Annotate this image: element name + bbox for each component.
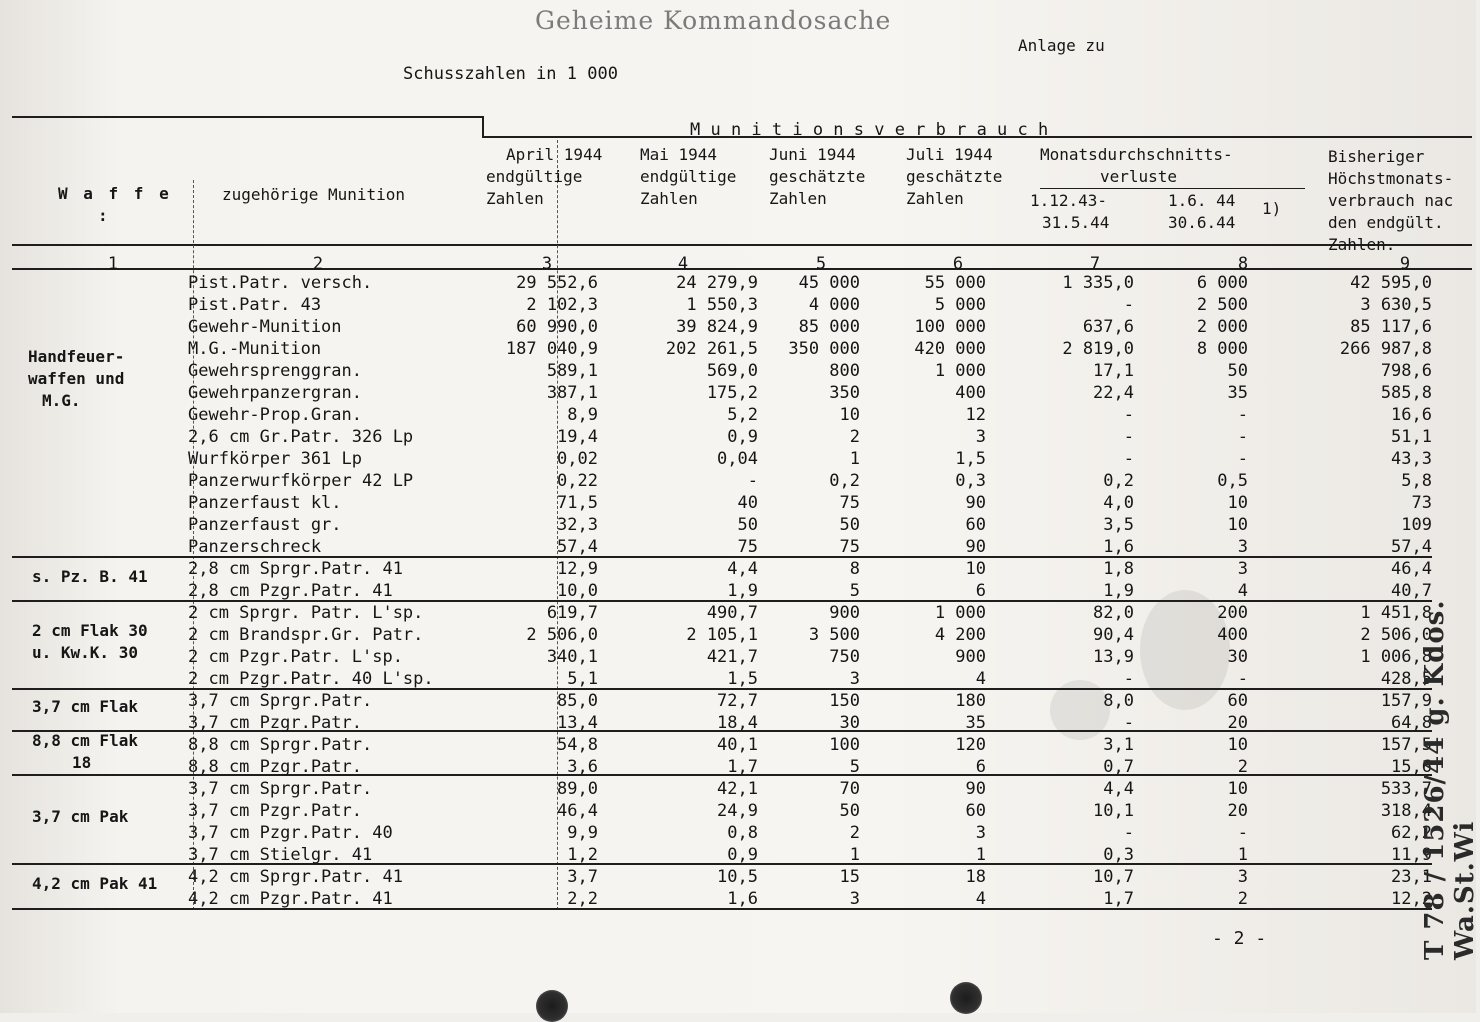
table-cell: 350 [829,383,860,403]
table-cell: 1 335,0 [1062,273,1134,293]
table-cell: 12,9 [557,559,598,579]
munition-name: Gewehr-Prop.Gran. [188,405,362,425]
table-cell: - [1123,669,1134,689]
table-cell: 798,6 [1380,361,1432,381]
table-cell: 3 [849,889,860,909]
col8-header: 1.6. 44 30.6.44 [1168,191,1236,232]
munition-name: 2 cm Pzgr.Patr. 40 L'sp. [188,669,434,689]
col-number: 2 [312,254,324,274]
table-cell: 70 [839,779,860,799]
table-cell: 57,4 [1391,537,1432,557]
table-cell: 157,9 [1380,691,1432,711]
table-cell: 420 000 [914,339,986,359]
table-cell: 0,9 [727,427,758,447]
munition-name: 3,7 cm Sprgr.Patr. [188,779,373,799]
table-cell: 2 819,0 [1062,339,1134,359]
table-cell: 1,2 [567,845,598,865]
table-cell: 387,1 [546,383,598,403]
table-cell: 5,1 [567,669,598,689]
table-cell: 3 500 [808,625,860,645]
table-cell: 73 [1411,493,1432,513]
table-cell: 1,7 [1103,889,1134,909]
munition-name: Panzerfaust gr. [188,515,342,535]
table-cell: 1,5 [727,669,758,689]
table-cell: 3 [975,427,986,447]
table-cell: 3 [1237,867,1248,887]
table-cell: 15,6 [1391,757,1432,777]
table-cell: - [747,471,758,491]
table-cell: 0,5 [1217,471,1248,491]
table-cell: 60 [965,515,986,535]
table-cell: 22,4 [1093,383,1134,403]
table-cell: - [1123,405,1134,425]
rule [12,116,482,118]
rule [482,116,484,136]
table-cell: 4 [975,889,986,909]
col-number: 6 [952,254,964,274]
table-cell: 175,2 [706,383,758,403]
table-cell: 202 261,5 [665,339,758,359]
weapon-group: 3,7 cm Flak [32,697,138,716]
munition-name: 3,7 cm Sprgr.Patr. [188,691,373,711]
col-number: 1 [107,254,119,274]
table-cell: 30 [839,713,860,733]
munition-name: 3,7 cm Pzgr.Patr. 40 [188,823,393,843]
table-cell: 10,1 [1093,801,1134,821]
munition-name: Gewehrsprenggran. [188,361,362,381]
table-cell: 2 000 [1196,317,1248,337]
punch-hole [950,982,982,1014]
table-cell: 50 [1227,361,1248,381]
table-cell: 5 [849,581,860,601]
table-cell: 4,0 [1103,493,1134,513]
table-cell: 32,3 [557,515,598,535]
col3-header: April 1944 endgültige Zahlen [486,145,603,208]
table-cell: 1 550,3 [686,295,758,315]
table-cell: 24,9 [717,801,758,821]
munition-name: 8,8 cm Pzgr.Patr. [188,757,362,777]
table-cell: 4 [1237,581,1248,601]
col-number: 7 [1089,254,1101,274]
table-cell: 13,4 [557,713,598,733]
table-cell: 5 [849,757,860,777]
table-cell: - [1237,405,1248,425]
table-cell: 90,4 [1093,625,1134,645]
table-cell: - [1123,713,1134,733]
col-number: 9 [1399,254,1411,274]
table-cell: 13,9 [1093,647,1134,667]
table-cell: - [1237,823,1248,843]
table-cell: 3,7 [567,867,598,887]
table-cell: 0,8 [727,823,758,843]
table-cell: 60 [1227,691,1248,711]
col-number: 3 [541,254,553,274]
weapon-group: s. Pz. B. 41 [32,567,148,586]
table-cell: 8 [849,559,860,579]
table-cell: 400 [1217,625,1248,645]
table-cell: 100 [829,735,860,755]
table-cell: 1,9 [1103,581,1134,601]
table-cell: 3 [975,823,986,843]
table-cell: 0,3 [955,471,986,491]
table-cell: 45 000 [798,273,860,293]
table-cell: 1 000 [934,603,986,623]
munition-name: 3,7 cm Pzgr.Patr. [188,713,362,733]
table-cell: - [1123,295,1134,315]
munition-name: 2,8 cm Pzgr.Patr. 41 [188,581,393,601]
table-cell: - [1237,449,1248,469]
table-cell: 1 451,8 [1360,603,1432,623]
col1-header: W a f f e : [58,184,172,225]
punch-hole [536,990,568,1022]
archive-stamp: T 78 / 1526/44 g. Kdos. Wa.St.Wi [1420,599,1480,960]
table-cell: 71,5 [557,493,598,513]
table-cell: 4,4 [727,559,758,579]
table-cell: 18 [965,867,986,887]
col9-header: Bisheriger Höchstmonats- verbrauch nac den endgült. Zahlen. [1328,147,1454,254]
table-cell: 17,1 [1093,361,1134,381]
table-cell: 3 [1237,537,1248,557]
table-cell: 619,7 [546,603,598,623]
munition-name: Panzerschreck [188,537,322,557]
table-cell: 50 [737,515,758,535]
table-cell: 75 [839,537,860,557]
table-cell: 90 [965,779,986,799]
table-cell: 2 506,0 [1360,625,1432,645]
table-cell: 72,7 [717,691,758,711]
table-cell: 109 [1401,515,1432,535]
weapon-group: 3,7 cm Pak [32,807,129,826]
weapon-group: 4,2 cm Pak 41 [32,874,158,893]
munition-name: Panzerfaust kl. [188,493,342,513]
table-cell: 2 [1237,757,1248,777]
table-cell: 10 [1227,735,1248,755]
munition-name: Panzerwurfkörper 42 LP [188,471,414,491]
group-title: M u n i t i o n s v e r b r a u c h [690,120,1049,140]
table-cell: 60 [965,801,986,821]
table-cell: 1,5 [955,449,986,469]
table-cell: 100 000 [914,317,986,337]
table-cell: 20 [1227,713,1248,733]
table-cell: 46,4 [1391,559,1432,579]
col7-header: 1.12.43- 31.5.44 [1030,191,1110,232]
munition-name: 2 cm Pzgr.Patr. L'sp. [188,647,403,667]
col5-header: Juni 1944 geschätzte Zahlen [769,145,866,208]
munition-name: 3,7 cm Stielgr. 41 [188,845,373,865]
table-cell: 1,7 [727,757,758,777]
table-cell: 1 006,8 [1360,647,1432,667]
munition-name: M.G.-Munition [188,339,322,359]
table-cell: 0,2 [829,471,860,491]
table-cell: 35 [965,713,986,733]
table-cell: 3,6 [567,757,598,777]
table-cell: 428,5 [1380,669,1432,689]
table-cell: 1 [849,845,860,865]
table-cell: 51,1 [1391,427,1432,447]
munition-name: 2,6 cm Gr.Patr. 326 Lp [188,427,414,447]
table-cell: 11,9 [1391,845,1432,865]
table-cell: 1,6 [1103,537,1134,557]
classification-stamp: Geheime Kommandosache [535,6,892,35]
table-cell: 585,8 [1380,383,1432,403]
table-cell: 10,5 [717,867,758,887]
page-number: - 2 - [1212,928,1267,949]
table-cell: 0,02 [557,449,598,469]
annex-label: Anlage zu [1018,36,1105,55]
col78-header: Monatsdurchschnitts- verluste [1040,145,1233,186]
table-cell: 3 [849,669,860,689]
table-cell: - [1237,427,1248,447]
col4-header: Mai 1944 endgültige Zahlen [640,145,737,208]
table-cell: 29 552,6 [516,273,598,293]
table-cell: 8 000 [1196,339,1248,359]
table-cell: 266 987,8 [1339,339,1432,359]
table-cell: 82,0 [1093,603,1134,623]
munition-name: Pist.Patr. 43 [188,295,322,315]
table-cell: 900 [955,647,986,667]
table-cell: 8,9 [567,405,598,425]
rule [12,244,1472,246]
table-cell: 6 [975,757,986,777]
table-cell: 10 [1227,779,1248,799]
table-cell: 57,4 [557,537,598,557]
munition-name: Gewehr-Munition [188,317,342,337]
table-cell: 12,2 [1391,889,1432,909]
col-number: 5 [815,254,827,274]
table-cell: 39 824,9 [676,317,758,337]
table-cell: 2 105,1 [686,625,758,645]
table-cell: 10,7 [1093,867,1134,887]
munition-name: 2 cm Sprgr. Patr. L'sp. [188,603,424,623]
table-cell: 0,3 [1103,845,1134,865]
table-cell: 2 500 [1196,295,1248,315]
col6-header: Juli 1944 geschätzte Zahlen [906,145,1003,208]
table-cell: 60 990,0 [516,317,598,337]
table-cell: 46,4 [557,801,598,821]
table-cell: 6 [975,581,986,601]
table-cell: 4 [975,669,986,689]
table-cell: 800 [829,361,860,381]
col-number: 4 [677,254,689,274]
table-cell: 42 595,0 [1350,273,1432,293]
table-cell: 0,22 [557,471,598,491]
table-cell: 10 [1227,515,1248,535]
table-cell: 85 117,6 [1350,317,1432,337]
table-cell: 90 [965,493,986,513]
table-cell: 42,1 [717,779,758,799]
munition-name: Wurfkörper 361 Lp [188,449,362,469]
table-cell: 10 [965,559,986,579]
rule [1040,188,1305,189]
table-cell: 0,04 [717,449,758,469]
table-cell: 5,2 [727,405,758,425]
table-cell: - [1237,669,1248,689]
table-cell: 187 040,9 [505,339,598,359]
munition-name: 4,2 cm Pzgr.Patr. 41 [188,889,393,909]
table-cell: 1 [1237,845,1248,865]
table-cell: 40,7 [1391,581,1432,601]
table-cell: 4 000 [808,295,860,315]
table-cell: 55 000 [924,273,986,293]
munition-name: Pist.Patr. versch. [188,273,373,293]
table-cell: 150 [829,691,860,711]
table-cell: - [1123,449,1134,469]
table-cell: 23,1 [1391,867,1432,887]
table-cell: 40,1 [717,735,758,755]
table-cell: 900 [829,603,860,623]
table-cell: 1,9 [727,581,758,601]
table-cell: 10 [1227,493,1248,513]
table-cell: 10 [839,405,860,425]
table-cell: 318,4 [1380,801,1432,821]
table-cell: 4,4 [1103,779,1134,799]
table-cell: 2 [1237,889,1248,909]
table-cell: 2 506,0 [526,625,598,645]
table-cell: 1 000 [934,361,986,381]
table-cell: 62,2 [1391,823,1432,843]
table-cell: 75 [839,493,860,513]
table-cell: 0,2 [1103,471,1134,491]
table-cell: 0,7 [1103,757,1134,777]
table-cell: 1 [849,449,860,469]
table-cell: 3,5 [1103,515,1134,535]
munition-name: Gewehrpanzergran. [188,383,362,403]
table-cell: 1 [975,845,986,865]
table-cell: 85 000 [798,317,860,337]
table-cell: 2 [849,427,860,447]
table-cell: 3,1 [1103,735,1134,755]
weapon-group: 8,8 cm Flak 18 [32,731,138,772]
munition-name: 2 cm Brandspr.Gr. Patr. [188,625,424,645]
col-number: 8 [1237,254,1249,274]
table-cell: 40 [737,493,758,513]
table-cell: 589,1 [546,361,598,381]
munition-name: 8,8 cm Sprgr.Patr. [188,735,373,755]
table-cell: 5 000 [934,295,986,315]
table-cell: 200 [1217,603,1248,623]
table-cell: 340,1 [546,647,598,667]
table-cell: 180 [955,691,986,711]
units-label: Schusszahlen in 1 000 [403,64,618,84]
table-cell: 400 [955,383,986,403]
table-cell: 30 [1227,647,1248,667]
munition-name: 3,7 cm Pzgr.Patr. [188,801,362,821]
table-cell: 3 630,5 [1360,295,1432,315]
table-cell: 18,4 [717,713,758,733]
table-cell: 19,4 [557,427,598,447]
munition-name: 2,8 cm Sprgr.Patr. 41 [188,559,403,579]
table-cell: - [1123,823,1134,843]
weapon-group: Handfeuer- waffen und M.G. [28,347,125,410]
table-cell: 20 [1227,801,1248,821]
table-cell: 35 [1227,383,1248,403]
table-cell: 120 [955,735,986,755]
table-cell: 50 [839,801,860,821]
table-cell: 2 102,3 [526,295,598,315]
table-cell: 5,8 [1401,471,1432,491]
table-cell: 9,9 [567,823,598,843]
table-cell: 43,3 [1391,449,1432,469]
col2-header: zugehörige Munition [222,185,406,204]
table-cell: 637,6 [1082,317,1134,337]
table-cell: 24 279,9 [676,273,758,293]
table-cell: 490,7 [706,603,758,623]
table-cell: 50 [839,515,860,535]
table-cell: 12 [965,405,986,425]
footnote-mark: 1) [1262,199,1282,218]
table-cell: 15 [839,867,860,887]
table-cell: 1,8 [1103,559,1134,579]
table-cell: 2 [849,823,860,843]
table-cell: - [1123,427,1134,447]
table-cell: 0,9 [727,845,758,865]
table-cell: 6 000 [1196,273,1248,293]
table-cell: 569,0 [706,361,758,381]
table-cell: 350 000 [788,339,860,359]
table-cell: 533,7 [1380,779,1432,799]
weapon-group: 2 cm Flak 30 u. Kw.K. 30 [32,621,148,662]
table-cell: 64,8 [1391,713,1432,733]
table-cell: 10,0 [557,581,598,601]
table-cell: 89,0 [557,779,598,799]
table-cell: 75 [737,537,758,557]
table-cell: 8,0 [1103,691,1134,711]
munition-name: 4,2 cm Sprgr.Patr. 41 [188,867,403,887]
table-cell: 16,6 [1391,405,1432,425]
table-cell: 2,2 [567,889,598,909]
table-cell: 85,0 [557,691,598,711]
table-cell: 750 [829,647,860,667]
table-cell: 54,8 [557,735,598,755]
table-cell: 1,6 [727,889,758,909]
table-cell: 421,7 [706,647,758,667]
table-cell: 157,5 [1380,735,1432,755]
table-cell: 3 [1237,559,1248,579]
table-cell: 90 [965,537,986,557]
table-cell: 4 200 [934,625,986,645]
